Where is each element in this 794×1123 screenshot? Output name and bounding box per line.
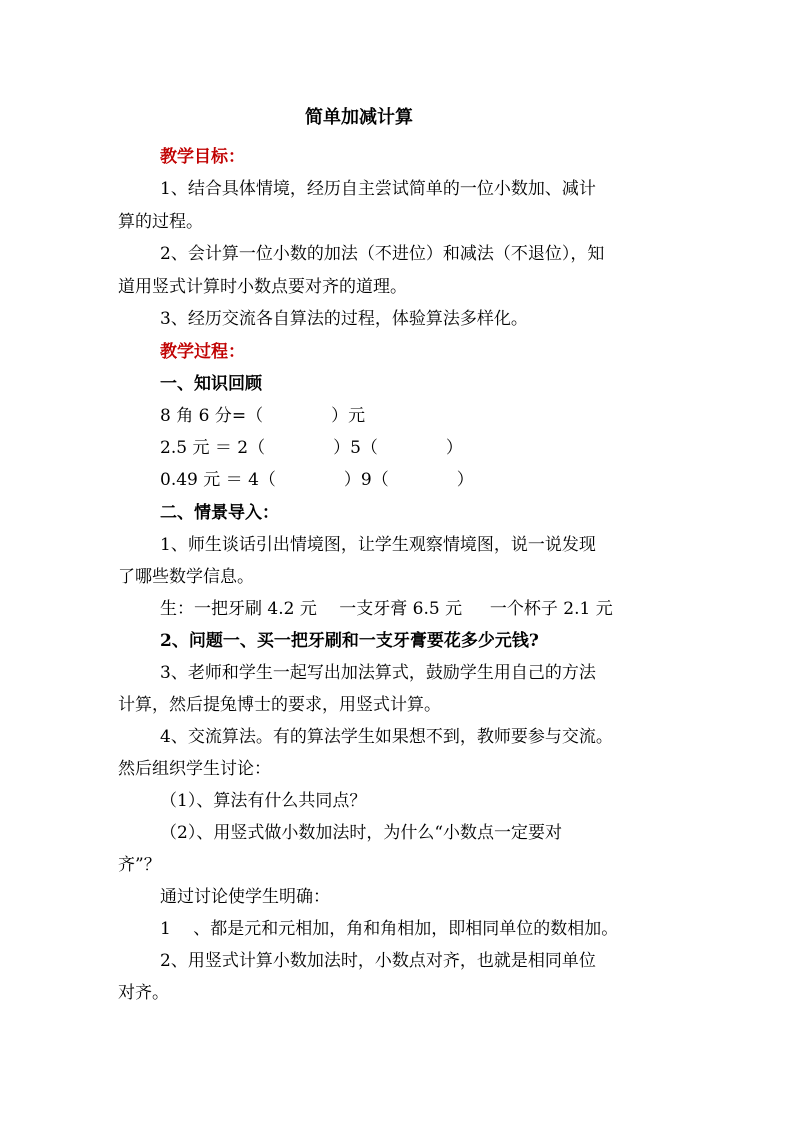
goal-heading: 教学目标：	[160, 147, 245, 167]
goal-1-line-1: 1、结合具体情境，经历自主尝试简单的一位小数加、减计	[160, 179, 596, 199]
discussion-2-line-2: 齐”？	[118, 855, 161, 875]
review-question-1: 8 角 6 分=（ ）元	[160, 406, 366, 426]
scene-4-line-1: 4、交流算法。有的算法学生如果想不到，教师要参与交流。	[160, 727, 613, 747]
scene-1-line-1: 1、师生谈话引出情境图，让学生观察情境图，说一说发现	[160, 535, 596, 555]
review-question-3: 0.49 元 ＝ 4（ ）9（ ）	[160, 470, 474, 490]
discussion-2-line-1: （2）、用竖式做小数加法时，为什么“小数点一定要对	[160, 823, 563, 843]
part2-heading: 二、情景导入：	[160, 503, 279, 523]
scene-3-line-1: 3、老师和学生一起写出加法算式，鼓励学生用自己的方法	[160, 663, 596, 683]
process-heading: 教学过程：	[160, 342, 245, 362]
goal-3: 3、经历交流各自算法的过程，体验算法多样化。	[160, 309, 528, 329]
goal-2-line-2: 道用竖式计算时小数点要对齐的道理。	[118, 277, 407, 297]
goal-1-line-2: 算的过程。	[118, 212, 203, 232]
question-one: 2、问题一、买一把牙刷和一支牙膏要花多少元钱?	[160, 631, 539, 651]
conclusion-2-line-1: 2、用竖式计算小数加法时，小数点对齐，也就是相同单位	[160, 951, 596, 971]
part1-heading: 一、知识回顾	[160, 374, 262, 394]
scene-4-line-2: 然后组织学生讨论：	[118, 759, 271, 779]
document-title: 简单加减计算	[305, 107, 413, 128]
conclusion-1: 1 、都是元和元相加，角和角相加，即相同单位的数相加。	[160, 919, 619, 939]
scene-3-line-2: 计算，然后提兔博士的要求，用竖式计算。	[118, 695, 441, 715]
student-answer: 生：一把牙刷 4.2 元 一支牙膏 6.5 元 一个杯子 2.1 元	[160, 599, 613, 619]
discussion-1: （1）、算法有什么共同点？	[160, 791, 367, 811]
review-question-2: 2.5 元 ＝ 2（ ）5（ ）	[160, 438, 463, 458]
conclusion-intro: 通过讨论使学生明确：	[160, 887, 330, 907]
conclusion-2-line-2: 对齐。	[118, 983, 169, 1003]
scene-1-line-2: 了哪些数学信息。	[118, 567, 254, 587]
goal-2-line-1: 2、会计算一位小数的加法（不进位）和减法（不退位），知	[160, 244, 605, 264]
